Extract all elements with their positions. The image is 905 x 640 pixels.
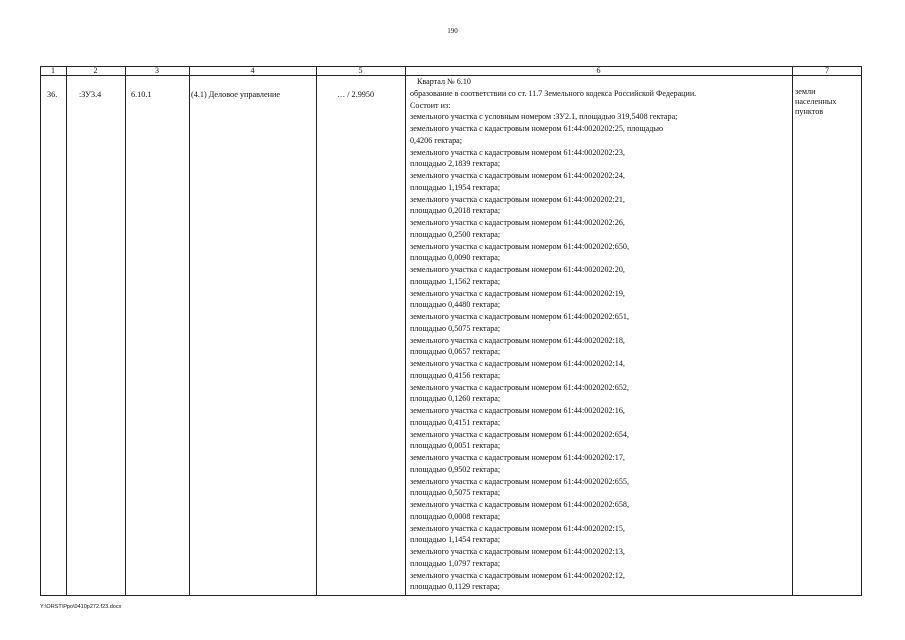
description-line: земельного участка с кадастровым номером 61:44:0020202:25, площадью <box>410 124 664 133</box>
col-5-header: 5 <box>316 66 405 76</box>
col-7 <box>792 66 862 596</box>
description-line: площадью 0,0657 гектара; <box>410 347 501 357</box>
page-number: 190 <box>447 27 458 35</box>
description-line: площадью 0,5075 гектара; <box>410 323 501 333</box>
description-line: площадью 1,0797 гектара; <box>410 558 501 568</box>
description-line: площадью 0,2500 гектара; <box>410 229 501 239</box>
col-5 <box>316 66 405 596</box>
use-code: 6.10.1 <box>131 90 152 99</box>
quarter-title: Квартал № 6.10 <box>417 77 471 86</box>
description-line: земельного участка с условным номером :ЗУ2.1, площадью 319,5408 гектара; <box>410 112 678 122</box>
col-3 <box>125 66 189 596</box>
col-1-header: 1 <box>40 66 66 76</box>
description-line: площадью 0,4480 гектара; <box>410 300 501 310</box>
description-line: земельного участка с кадастровым номером 61:44:0020202:24, <box>410 171 625 180</box>
description-line: площадью 0,0051 гектара; <box>410 441 501 451</box>
col-6 <box>405 66 792 596</box>
description-line: земельного участка с кадастровым номером 61:44:0020202:21, <box>410 194 625 204</box>
column-divider <box>405 66 406 596</box>
land-plot-table <box>40 66 862 596</box>
description-line: площадью 0,1260 гектара; <box>410 394 501 404</box>
description-line: Состоит из: <box>410 100 451 110</box>
description-line: площадью 1,1562 гектара; <box>410 276 501 286</box>
description-line: площадью 0,4156 гектара; <box>410 370 501 380</box>
description-line: земельного участка с кадастровым номером 61:44:0020202:12, <box>410 570 625 580</box>
land-category-line: населенных <box>795 97 837 107</box>
description-line: 0,4206 гектара; <box>410 135 463 145</box>
plot-area: … / 2.9950 <box>337 90 375 99</box>
land-category <box>795 87 836 118</box>
description-line: земельного участка с кадастровым номером 61:44:0020202:15, <box>410 523 625 533</box>
row-number: 36. <box>47 90 58 99</box>
plot-description <box>410 76 696 593</box>
description-line: площадью 0,5075 гектара; <box>410 488 501 498</box>
description-line: земельного участка с кадастровым номером 61:44:0020202:23, <box>410 147 625 157</box>
col-2-header: 2 <box>66 66 125 76</box>
col-2 <box>66 66 125 596</box>
col-7-header: 7 <box>792 66 862 76</box>
description-line: площадью 0,1129 гектара; <box>410 582 500 592</box>
description-line: площадью 0,0008 гектара; <box>410 511 501 521</box>
description-line: площадью 0,2018 гектара; <box>410 206 501 216</box>
description-line: земельного участка с кадастровым номером 61:44:0020202:26, <box>410 218 625 227</box>
description-line: площадью 0,9502 гектара; <box>410 464 501 474</box>
col-1 <box>40 66 66 596</box>
description-line: площадью 0,0090 гектара; <box>410 253 501 263</box>
col-6-header: 6 <box>405 66 792 76</box>
description-line: площадью 0,4151 гектара; <box>410 417 501 427</box>
description-line: земельного участка с кадастровым номером 61:44:0020202:13, <box>410 547 625 556</box>
description-line: земельного участка с кадастровым номером 61:44:0020202:650, <box>410 241 629 251</box>
description-line: земельного участка с кадастровым номером 61:44:0020202:17, <box>410 453 625 462</box>
plot-code: :ЗУ3.4 <box>79 90 102 99</box>
description-line: площадью 2,1839 гектара; <box>410 159 501 169</box>
description-line: земельного участка с кадастровым номером 61:44:0020202:20, <box>410 265 625 274</box>
description-line: площадью 1,1454 гектара; <box>410 535 501 545</box>
description-line: земельного участка с кадастровым номером 61:44:0020202:652, <box>410 382 629 392</box>
description-line: земельного участка с кадастровым номером 61:44:0020202:14, <box>410 359 625 368</box>
permitted-use: (4.1) Деловое управление <box>191 90 280 99</box>
description-line: земельного участка с кадастровым номером 61:44:0020202:658, <box>410 500 629 509</box>
column-divider <box>792 66 793 596</box>
column-divider <box>316 66 317 596</box>
column-divider <box>189 66 190 596</box>
col-3-header: 3 <box>125 66 189 76</box>
description-line: земельного участка с кадастровым номером 61:44:0020202:19, <box>410 288 625 298</box>
description-line: площадью 1,1954 гектара; <box>410 182 501 192</box>
description-line: земельного участка с кадастровым номером 61:44:0020202:16, <box>410 406 625 415</box>
col-4-header: 4 <box>189 66 316 76</box>
file-path: Y:\ORST\Ppo\0410p272.f23.docx <box>40 604 122 610</box>
column-divider <box>125 66 126 596</box>
description-line: земельного участка с кадастровым номером 61:44:0020202:18, <box>410 335 625 345</box>
description-line: образование в соответствии со ст. 11.7 Земельного кодекса Российской Федерации. <box>410 88 697 98</box>
description-line: земельного участка с кадастровым номером 61:44:0020202:651, <box>410 312 629 321</box>
col-4 <box>189 66 316 596</box>
land-category-line: пунктов <box>795 107 824 117</box>
land-category-line: земли <box>795 87 816 96</box>
description-line: земельного участка с кадастровым номером 61:44:0020202:654, <box>410 429 629 439</box>
description-line: земельного участка с кадастровым номером 61:44:0020202:655, <box>410 476 629 486</box>
column-divider <box>66 66 67 596</box>
